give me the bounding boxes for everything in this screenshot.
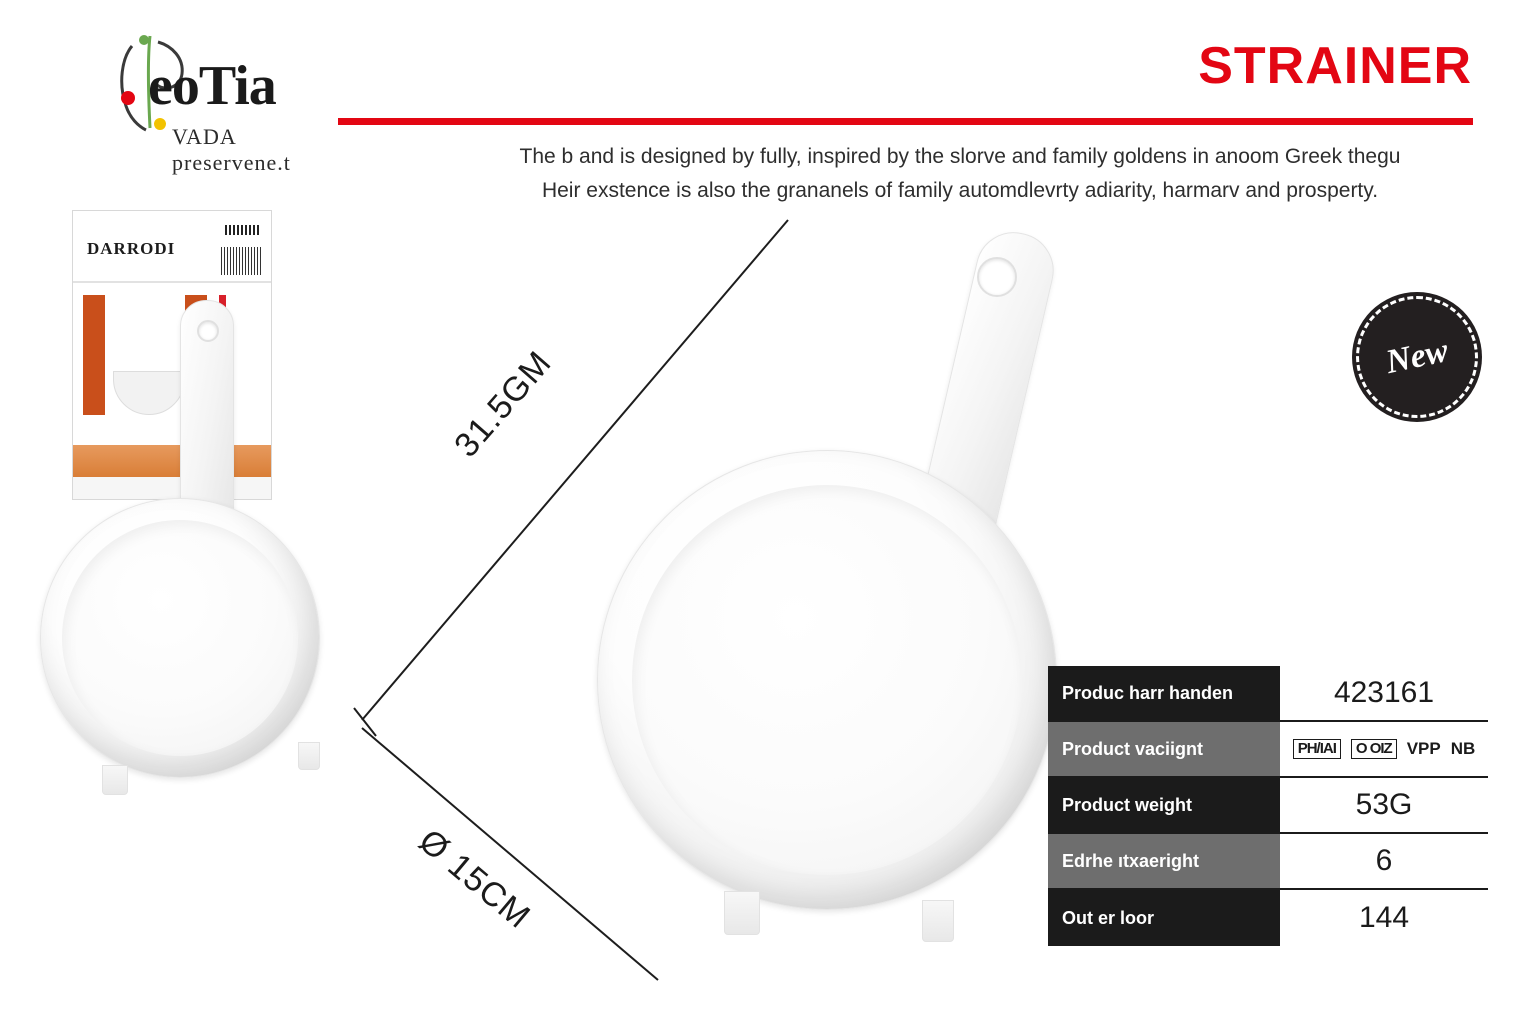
- description-line-1: The b and is designed by fully, inspired by the slorve and family goldens in anoom Greek thegu: [519, 145, 1401, 168]
- spec-value: 53G: [1355, 788, 1413, 821]
- spec-key: Product vaciignt: [1048, 722, 1280, 776]
- package-side-strip: [83, 295, 105, 415]
- brand-name: eoTia: [148, 55, 276, 117]
- package-brand-label: DARRODI: [87, 239, 176, 258]
- diameter-dimension-label: Ø 15CM: [411, 821, 538, 937]
- spec-value-text: VPP: [1406, 739, 1441, 758]
- table-row: [1048, 890, 1488, 946]
- package-bowl-graphic: [113, 371, 185, 415]
- mark-nb-icon: NB: [1450, 739, 1476, 758]
- description-line-2: Heir exstence is also the grananels of family automdlevrty adiarity, harmarv and prosperty.: [541, 179, 1379, 202]
- package-photo: [72, 210, 272, 500]
- table-row: [1048, 666, 1488, 722]
- spec-key: Out er loor: [1048, 890, 1280, 946]
- strainer-foot: [922, 900, 954, 942]
- brand-logo: [60, 28, 360, 175]
- length-dimension-label: 31.5GM: [447, 343, 560, 465]
- spec-key: Edrhe ıtxaeright: [1048, 834, 1280, 888]
- strainer-foot: [298, 742, 320, 770]
- hang-hole: [977, 257, 1017, 297]
- barcode-icon: [221, 247, 263, 275]
- strainer-bowl-inner: [62, 520, 298, 756]
- new-badge-label: New: [1382, 331, 1452, 382]
- spec-value: 6: [1375, 844, 1393, 877]
- table-row: [1048, 778, 1488, 834]
- new-badge: [1356, 296, 1478, 418]
- product-image-small: [40, 470, 340, 780]
- strainer-foot: [102, 765, 128, 795]
- table-row: [1048, 834, 1488, 890]
- mark-code-icon: PH/IAI: [1293, 739, 1341, 759]
- page-title: STRAINER: [1198, 37, 1472, 95]
- spec-value: 423161: [1333, 676, 1435, 709]
- spec-table: [1048, 666, 1488, 946]
- spec-value: [1280, 722, 1488, 776]
- certification-marks: [1293, 739, 1476, 759]
- mark-code-icon: O OIZ: [1351, 739, 1397, 759]
- spec-key: Product weight: [1048, 778, 1280, 832]
- barcode-icon: [225, 225, 261, 235]
- dimension-callouts: [340, 180, 900, 1000]
- spec-key: Produc harr handen: [1048, 666, 1280, 720]
- brand-tagline: VADA preservene.t: [172, 124, 291, 175]
- hang-hole: [197, 320, 219, 342]
- title-divider: [338, 118, 1473, 125]
- table-row: [1048, 722, 1488, 778]
- spec-value: 144: [1358, 901, 1410, 934]
- dimension-lines: [340, 180, 900, 1000]
